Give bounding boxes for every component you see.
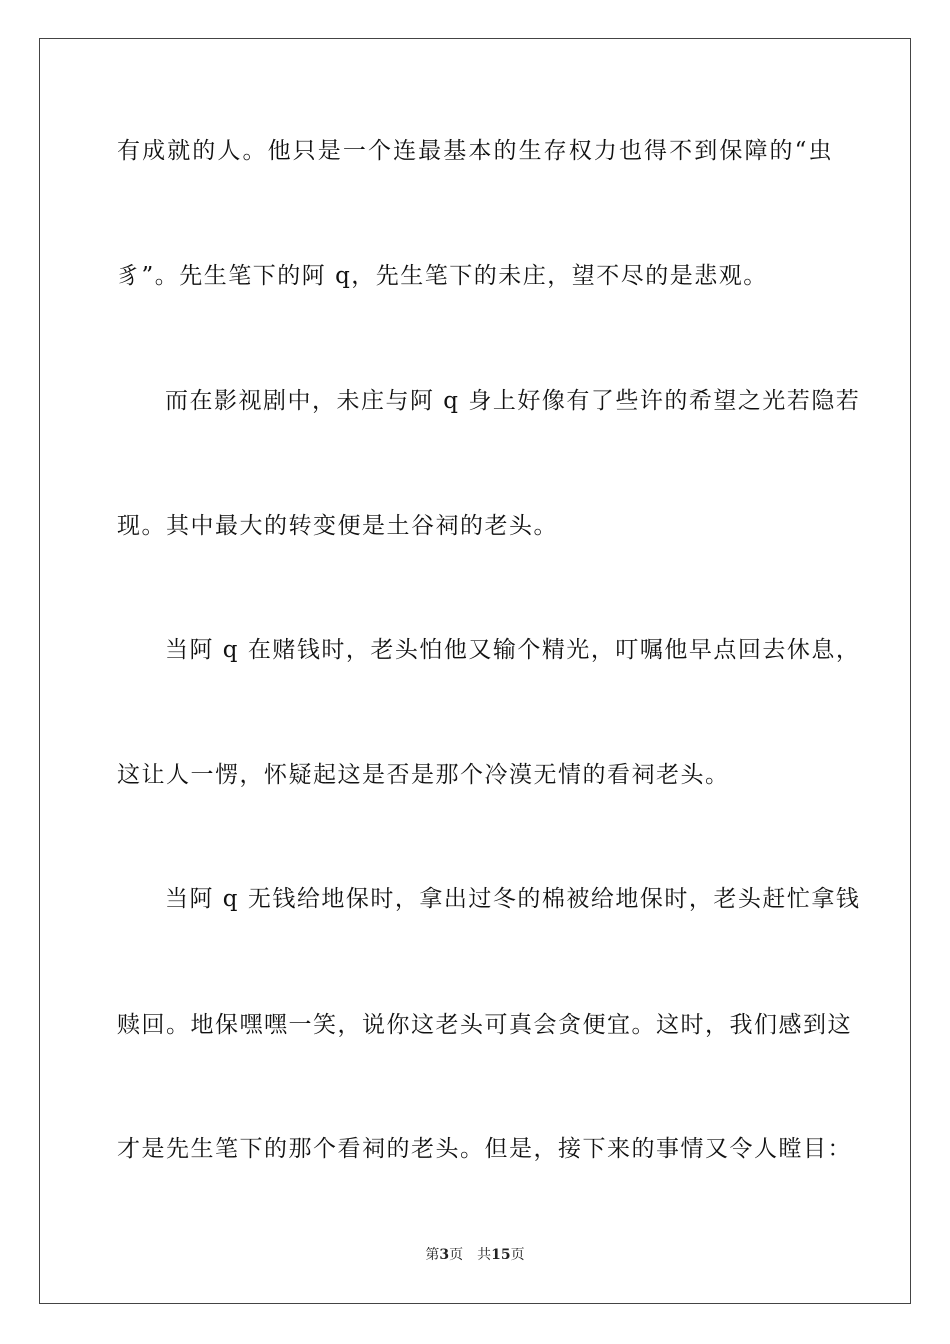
page-number: 3 [439,1247,450,1263]
text-line-4: 现。其中最大的转变便是土谷祠的老头。 [117,513,558,539]
text-line-6: 这让人一愣，怀疑起这是否是那个冷漠无情的看祠老头。 [117,762,730,788]
page-suffix: 页 [449,1247,464,1263]
page-footer [0,1246,950,1264]
total-pages: 15 [491,1247,511,1263]
text-line-7: 当阿 q 无钱给地保时，拿出过冬的棉被给地保时，老头赶忙拿钱 [165,886,861,912]
text-line-5: 当阿 q 在赌钱时，老头怕他又输个精光，叮嘱他早点回去休息， [165,637,861,663]
text-line-9: 才是先生笔下的那个看祠的老头。但是，接下来的事情又令人瞠目： [117,1136,852,1162]
total-suffix: 页 [510,1247,525,1263]
text-line-3: 而在影视剧中，未庄与阿 q 身上好像有了些许的希望之光若隐若 [165,388,861,414]
text-line-1: 有成就的人。他只是一个连最基本的生存权力也得不到保障的“虫 [117,138,833,164]
text-line-8: 赎回。地保嘿嘿一笑，说你这老头可真会贪便宜。这时，我们感到这 [117,1012,852,1038]
text-line-2: 豸”。先生笔下的阿 q，先生笔下的未庄，望不尽的是悲观。 [117,263,768,289]
total-prefix: 共 [477,1247,492,1263]
page-border [39,38,911,1304]
page-prefix: 第 [425,1247,440,1263]
